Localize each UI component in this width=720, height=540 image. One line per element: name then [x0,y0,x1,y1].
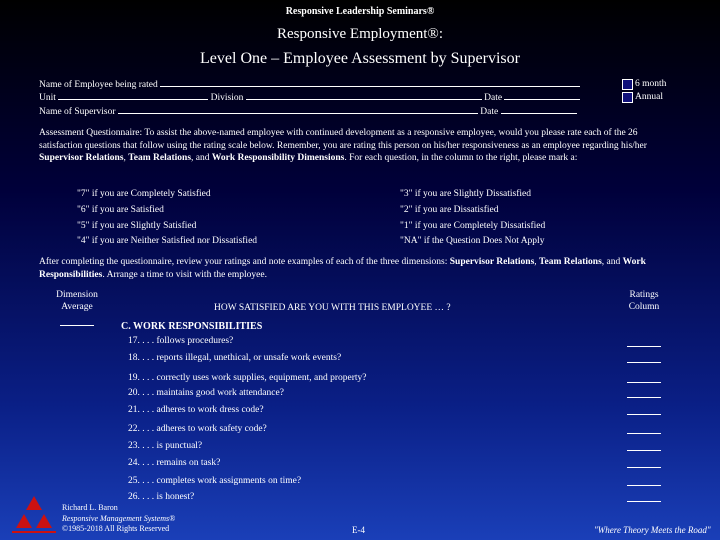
division-field[interactable] [246,91,482,100]
intro-sep-3: . For each question, in the column to the right, please mark a: [344,153,578,163]
scale-item: "6" if you are Satisfied [77,204,164,215]
employee-name-label: Name of Employee being rated [39,80,158,90]
intro-paragraph [39,127,681,165]
intro-bold-team: Team Relations [128,153,192,163]
question-header: HOW SATISFIED ARE YOU WITH THIS EMPLOYEE … ? [214,303,451,313]
scale-item: "1" if you are Completely Dissatisfied [400,220,546,231]
footer-credits [62,503,175,535]
annual-checkbox[interactable] [622,92,633,103]
after-sep-1: , [534,257,540,267]
footer-author: Richard L. Baron [62,503,118,512]
intro-bold-supervisor: Supervisor Relations [39,153,124,163]
question-item: 18. . . . reports illegal, unethical, or unsafe work events? [128,353,342,363]
question-item: 22. . . . adheres to work safety code? [128,424,267,434]
division-label: Division [210,93,244,103]
question-item: 26. . . . is honest? [128,492,195,502]
intro-sep-1: , [123,153,129,163]
dimension-average-field[interactable] [60,325,94,326]
section-title: C. WORK RESPONSIBILITIES [121,321,263,332]
employee-name-row [39,78,580,91]
six-month-checkbox[interactable] [622,79,633,90]
page-title-1: Responsive Employment®: [277,26,443,42]
supervisor-label: Name of Supervisor [39,107,116,117]
supervisor-field[interactable] [118,105,478,114]
ratings-column-header [614,289,674,313]
unit-field[interactable] [58,91,208,100]
date-field-2[interactable] [501,105,577,114]
after-paragraph [39,256,681,281]
ratings-label: Ratings [629,290,659,300]
scale-item: "4" if you are Neither Satisfied nor Dissatisfied [77,236,258,247]
scale-item: "NA" if the Question Does Not Apply [400,236,545,247]
intro-sep-2: , and [191,153,212,163]
rating-field-22[interactable] [627,433,661,434]
intro-text: Assessment Questionnaire: To assist the above-named employee with continued development as a responsive employee, would you please rate each of the 26 satisfaction questions that follow using the rating scale below. Remember, you are rating this person on his/her responsiveness as an employee regarding his/her [39,128,647,151]
question-item: 20. . . . maintains good work attendance? [128,388,284,398]
six-month-label: 6 month [635,79,667,89]
page-title-2: Level One – Employee Assessment by Supervisor [200,50,520,67]
intro-bold-work: Work Responsibility Dimensions [211,153,345,163]
scale-item: "3" if you are Slightly Dissatisfied [400,189,531,199]
after-bold-team: Team Relations [539,257,602,267]
rating-field-26[interactable] [627,501,661,502]
unit-label: Unit [39,93,56,103]
annual-label: Annual [635,92,663,102]
rating-field-25[interactable] [627,485,661,486]
question-item: 17. . . . follows procedures? [128,336,234,346]
company-logo [8,494,60,538]
scale-right-list [400,187,545,250]
question-item: 19. . . . correctly uses work supplies, equipment, and property? [128,373,367,383]
logo-triangle-top [26,496,42,510]
after-sep-2: , and [601,257,623,267]
rating-field-24[interactable] [627,467,661,468]
footer-copyright: ©1985-2018 All Rights Reserved [62,524,170,533]
question-item: 21. . . . adheres to work dress code? [128,405,264,415]
rating-field-17[interactable] [627,346,661,347]
scale-item: "7" if you are Completely Satisfied [77,189,211,199]
scale-left-list [77,187,257,250]
date-field-1[interactable] [504,91,580,100]
brand-title: Responsive Leadership Seminars® [285,6,435,17]
scale-item: "5" if you are Slightly Satisfied [77,220,197,231]
question-item: 25. . . . completes work assignments on time? [128,476,302,486]
scale-item: "2" if you are Dissatisfied [400,204,499,215]
average-label: Average [61,302,93,312]
date-label-1: Date [484,93,503,103]
rating-field-18[interactable] [627,362,661,363]
dimension-label: Dimension [56,290,98,300]
footer-org: Responsive Management Systems® [62,513,176,523]
logo-triangle-left [16,514,32,528]
question-item: 24. . . . remains on task? [128,458,221,468]
logo-triangle-right [36,514,52,528]
question-item: 23. . . . is punctual? [128,441,203,451]
after-bold-work: Work Responsibilities [39,257,646,280]
footer-tagline: "Where Theory Meets the Road" [594,525,711,535]
page-number: E-4 [352,525,365,535]
rating-field-21[interactable] [627,414,661,415]
date-label-2: Date [480,107,499,117]
dimension-average-header [40,289,114,313]
after-sep-3: . Arrange a time to visit with the employee. [102,269,267,280]
supervisor-row [39,105,577,118]
employee-name-field[interactable] [160,78,580,87]
rating-field-23[interactable] [627,450,661,451]
column-label: Column [628,302,660,312]
rating-field-20[interactable] [627,397,661,398]
rating-field-19[interactable] [627,382,661,383]
after-bold-supervisor: Supervisor Relations [449,257,535,267]
unit-row [39,91,580,104]
after-text: After completing the questionnaire, review your ratings and note examples of each of the three dimensions: [39,257,450,267]
